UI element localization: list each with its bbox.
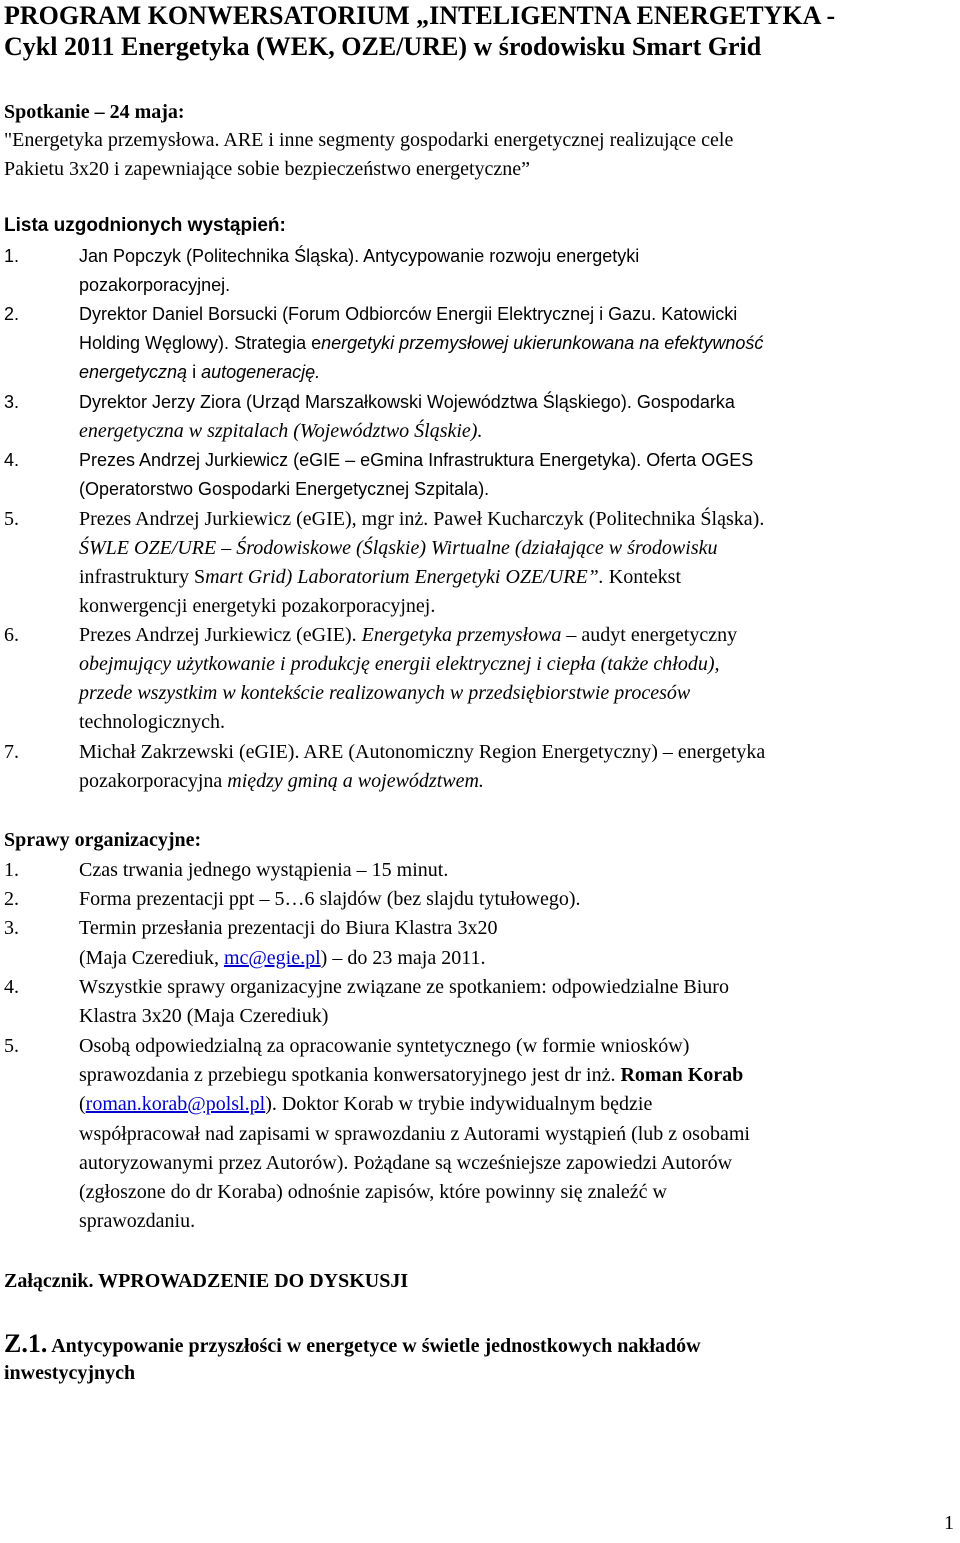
talk-3-number: 3. [4,392,20,412]
talk-5-number: 5. [4,508,19,530]
org-4-text: Wszystkie sprawy organizacyjne związane ze spotkaniem: odpowiedzialne Biuro [79,976,729,998]
talks-heading: Lista uzgodnionych wystąpień: [4,215,286,236]
talk-1-title: Antycypowanie rozwoju energetyki [363,246,640,266]
talk-7-number: 7. [4,741,19,763]
org-5-text-b: sprawozdania z przebiegu spotkania konwersatoryjnego jest dr inż. [79,1064,616,1086]
org-2-number: 2. [4,888,19,910]
talk-6-title-b: – audyt energetyczny [561,624,738,646]
talk-1-line [79,242,639,270]
talk-5-title-a: ŚWLE OZE/URE – Środowiskowe (Śląskie) Wirtualne (działające w środowisku [79,537,718,559]
talk-7-speaker: Michał Zakrzewski (eGIE). [79,741,300,763]
meeting-desc-a: "Energetyka przemysłowa. ARE i inne segmenty gospodarki energetycznej realizujące cele [4,129,734,151]
talk-4-line [79,446,753,474]
talk-7-title-c: między gminą a województwem. [227,770,484,792]
org-4-text-cont: Klastra 3x20 (Maja Czerediuk) [79,1005,329,1027]
talk-1-speaker: Jan Popczyk (Politechnika Śląska). [79,246,360,266]
talk-1-number: 1. [4,246,20,266]
talk-4-title: Oferta OGES [646,450,754,470]
talk-2-speaker: Dyrektor Daniel Borsucki (Forum Odbiorców Energii Elektrycznej i Gazu. Katowicki [79,304,738,324]
email-link-korab[interactable]: roman.korab@polsl.pl [85,1093,266,1115]
org-5-text-a: Osobą odpowiedzialną za opracowanie syntetycznego (w formie wniosków) [79,1035,690,1057]
talk-2-number: 2. [4,304,20,324]
org-5-text-g: sprawozdaniu. [79,1210,196,1232]
talk-4-number: 4. [4,450,20,470]
talk-6-title-a: Energetyka przemysłowa [361,624,562,646]
talk-6-title-d: przede wszystkim w kontekście realizowanych w przedsiębiorstwie procesów [79,682,691,704]
org-1-text: Czas trwania jednego wystąpienia – 15 minut. [79,859,449,881]
org-2-text: Forma prezentacji ppt – 5…6 slajdów (bez slajdu tytułowego). [79,888,581,910]
talk-2-title-d: i [187,362,202,382]
org-5-line2 [79,1061,743,1089]
talk-2-title-e: autogenerację. [201,362,321,382]
talk-2-line2 [79,329,763,357]
org-1-number: 1. [4,859,19,881]
talk-7-title-a: ARE (Autonomiczny Region Energetyczny) – energetyka [303,741,766,763]
org-heading: Sprawy organizacyjne: [4,829,202,851]
appendix-z1-line [4,1327,701,1363]
talk-2-line3 [79,358,320,386]
talk-3-line [79,388,735,416]
talk-4-title-cont: (Operatorstwo Gospodarki Energetycznej Szpitala). [79,479,490,499]
talk-2-speaker-cont: Holding Węglowy). [79,333,230,353]
org-5-number: 5. [4,1035,19,1057]
talk-3-title-cont: energetyczna w szpitalach (Województwo Śląskie). [79,420,483,442]
page-number: 1 [944,1512,954,1534]
org-5-paren-open: ( [79,1093,86,1115]
org-3-deadline: ) – do 23 maja 2011. [320,947,486,969]
talk-2-title-b: nergetyki przemysłowej ukierunkowana na efektywność [321,333,764,353]
talk-1-title-cont: pozakorporacyjnej. [79,275,231,295]
org-3-number: 3. [4,917,19,939]
talk-6-title-c: obejmujący użytkowanie i produkcję energii elektrycznej i ciepła (także chłodu), [79,653,720,675]
talk-6-line [79,621,737,649]
org-5-person: Roman Korab [615,1064,744,1086]
org-3-line2 [79,944,485,972]
meeting-desc-b: Pakietu 3x20 i zapewniające sobie bezpieczeństwo energetyczne” [4,158,531,180]
meeting-label: Spotkanie – 24 maja: [4,101,185,123]
document-title-line1: PROGRAM KONWERSATORIUM „INTELIGENTNA ENERGETYKA - [4,1,836,30]
talk-3-title: Gospodarka [636,392,735,412]
org-4-number: 4. [4,976,19,998]
org-3-text: Termin przesłania prezentacji do Biura Klastra 3x20 [79,917,498,939]
email-link-mc[interactable]: mc@egie.pl [223,947,321,969]
talk-7-line [79,738,765,766]
talk-6-speaker: Prezes Andrzej Jurkiewicz (eGIE). [79,624,357,646]
talk-2-title-c: energetyczną [79,362,188,382]
talk-6-title-e: technologicznych. [79,711,226,733]
talk-5-title-b: infrastruktury S [79,566,206,588]
document-title-line2: Cykl 2011 Energetyka (WEK, OZE/URE) w środowisku Smart Grid [4,32,762,61]
talk-2-title-a: Strategia e [234,333,322,353]
org-5-line3 [79,1090,652,1118]
org-5-text-c: ). Doktor Korab w trybie indywidualnym będzie [265,1093,653,1115]
talk-4-speaker: Prezes Andrzej Jurkiewicz (eGIE – eGmina Infrastruktura Energetyka). [79,450,642,470]
talk-5-title-d: Kontekst [603,566,682,588]
talk-5-title-e: konwergencji energetyki pozakorporacyjnej. [79,595,436,617]
talk-7-line2 [79,767,484,795]
appendix-heading: Załącznik. WPROWADZENIE DO DYSKUSJI [4,1270,409,1292]
talk-5-title-c: mart Grid) Laboratorium Energetyki OZE/URE”. [205,566,604,588]
talk-3-speaker: Dyrektor Jerzy Ziora (Urząd Marszałkowski Województwa Śląskiego). [79,392,632,412]
appendix-z1-title: Antycypowanie przyszłości w energetyce w świetle jednostkowych nakładów [47,1335,701,1357]
org-5-text-d: współpracował nad zapisami w sprawozdaniu z Autorami wystąpień (lub z osobami [79,1123,750,1145]
talk-7-title-b: pozakorporacyjna [79,770,228,792]
org-3-contact: (Maja Czerediuk, [79,947,224,969]
org-5-text-f: (zgłoszone do dr Koraba) odnośnie zapisów, które powinny się znaleźć w [79,1181,667,1203]
talk-5-line3 [79,563,681,591]
talk-6-number: 6. [4,624,19,646]
org-5-text-e: autoryzowanymi przez Autorów). Pożądane są wcześniejsze zapowiedzi Autorów [79,1152,733,1174]
appendix-z1-title-cont: inwestycyjnych [4,1362,136,1384]
appendix-z1-number: Z.1. [4,1329,48,1358]
talk-5-speaker: Prezes Andrzej Jurkiewicz (eGIE), mgr inż. Paweł Kucharczyk (Politechnika Śląska). [79,508,765,530]
